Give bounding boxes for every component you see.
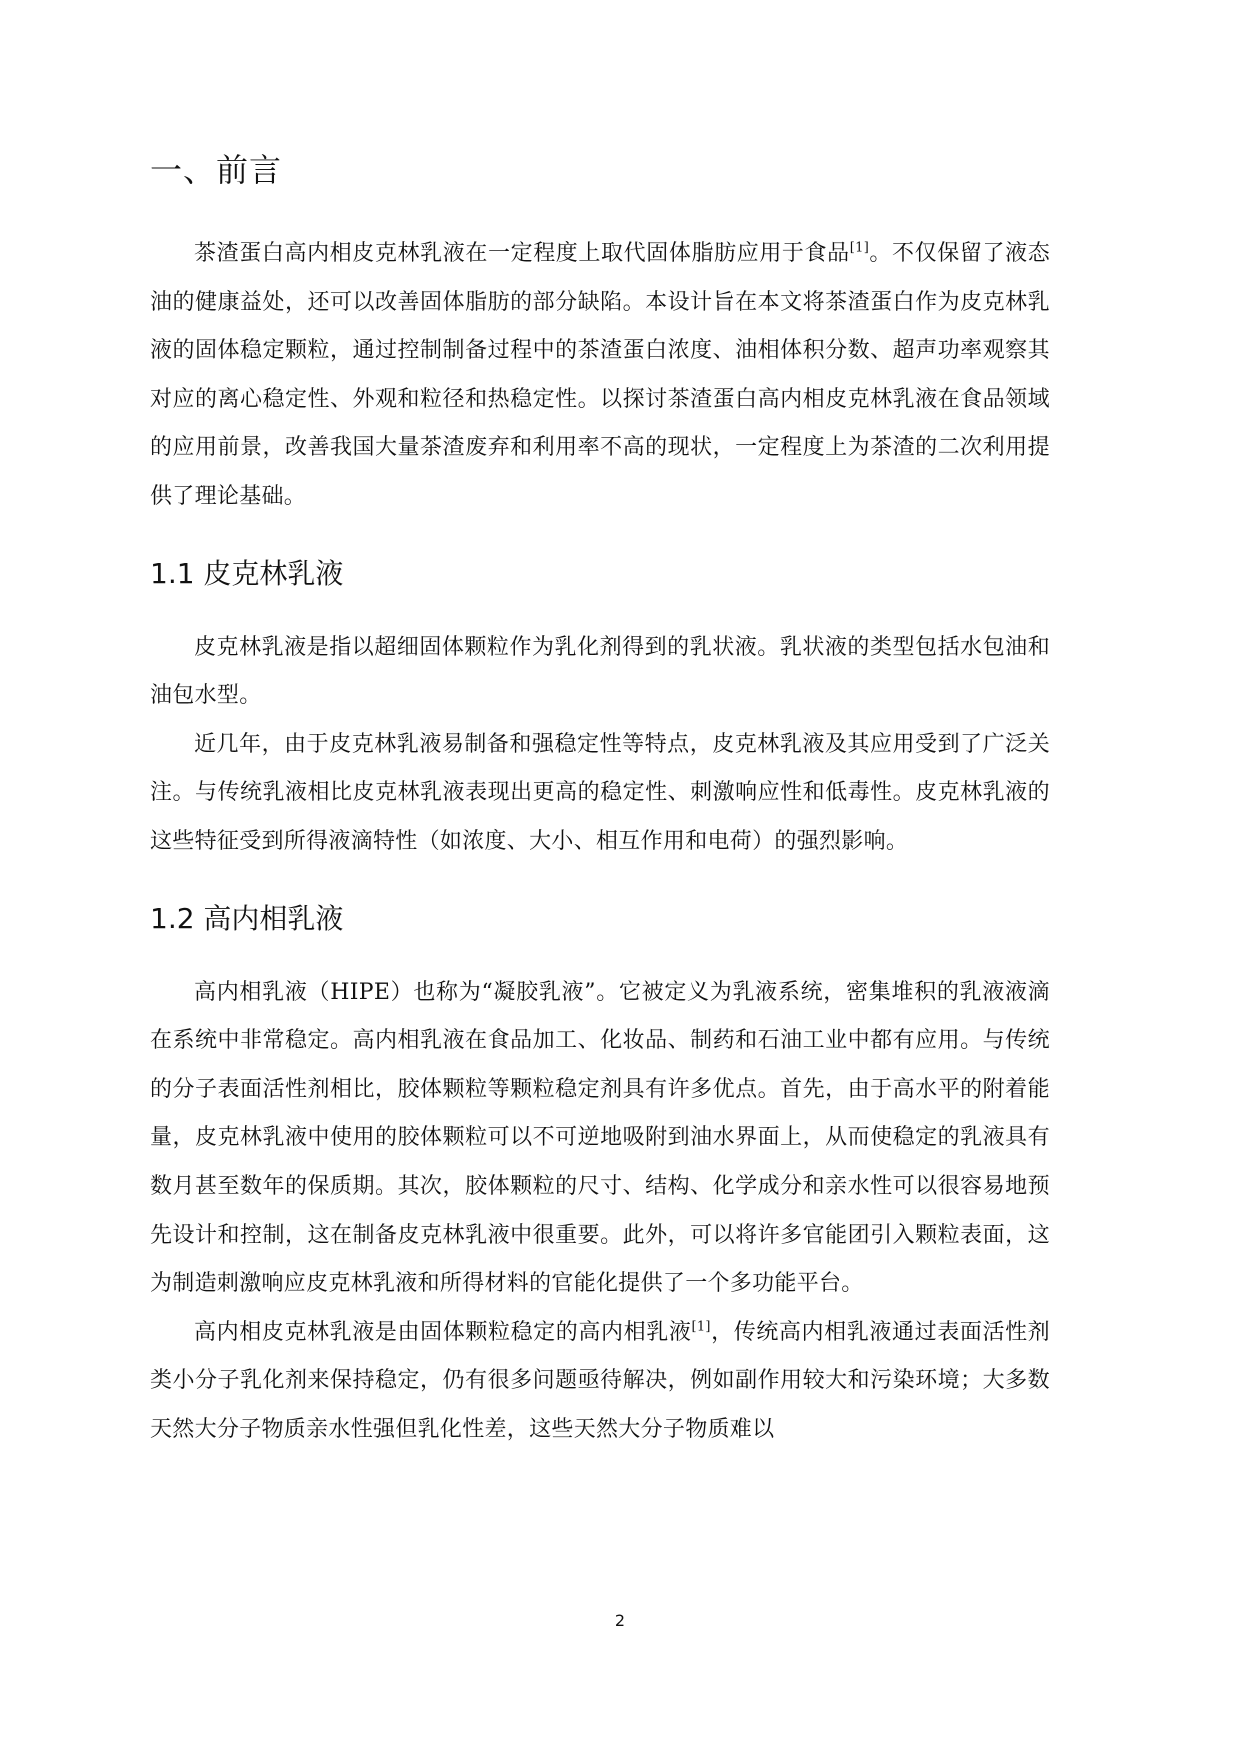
pickering-definition-paragraph: 皮克林乳液是指以超细固体颗粒作为乳化剂得到的乳状液。乳状液的类型包括水包油和油包水型。	[150, 634, 1050, 709]
pickering-properties-paragraph: 近几年，由于皮克林乳液易制备和强稳定性等特点，皮克林乳液及其应用受到了广泛关注。与传统乳液相比皮克林乳液表现出更高的稳定性、刺激响应性和低毒性。皮克林乳液的这些特征受到所得液滴特性（如浓度、大小、相互作用和电荷）的强烈影响。	[150, 731, 1050, 854]
page-content	[150, 150, 1050, 1454]
citation-ref[interactable]: [1]	[849, 240, 870, 256]
intro-paragraph	[150, 230, 1050, 522]
citation-ref[interactable]: [1]	[691, 1319, 711, 1335]
hipe-pickering-paragraph	[150, 1309, 1050, 1455]
hipe-pickering-text: 高内相皮克林乳液是由固体颗粒稳定的高内相乳液	[194, 1319, 692, 1345]
chapter-title: 一、前言	[150, 151, 283, 189]
section-heading-1-1: 1.1 皮克林乳液	[150, 556, 344, 590]
hipe-pickering-text-continued: ，传统高内相乳液通过表面活性剂类小分子乳化剂来保持稳定，仍有很多问题亟待解决，例如副作用较大和污染环境；大多数天然大分子物质亲水性强但乳化性差，这些天然大分子物质难以	[150, 1319, 1050, 1442]
intro-text-continued: 。不仅保留了液态油的健康益处，还可以改善固体脂肪的部分缺陷。本设计旨在本文将茶渣蛋白作为皮克林乳液的固体稳定颗粒，通过控制制备过程中的茶渣蛋白浓度、油相体积分数、超声功率观察其对应的离心稳定性、外观和粒径和热稳定性。以探讨茶渣蛋白高内相皮克林乳液在食品领域的应用前景，改善我国大量茶渣废弃和利用率不高的现状，一定程度上为茶渣的二次利用提供了理论基础。	[150, 241, 1050, 509]
section-heading-1-2: 1.2 高内相乳液	[150, 901, 344, 935]
hipe-definition-paragraph: 高内相乳液（HIPE）也称为“凝胶乳液”。它被定义为乳液系统，密集堆积的乳液液滴在系统中非常稳定。高内相乳液在食品加工、化妆品、制药和石油工业中都有应用。与传统的分子表面活性剂相比，胶体颗粒等颗粒稳定剂具有许多优点。首先，由于高水平的附着能量，皮克林乳液中使用的胶体颗粒可以不可逆地吸附到油水界面上，从而使稳定的乳液具有数月甚至数年的保质期。其次，胶体颗粒的尺寸、结构、化学成分和亲水性可以很容易地预先设计和控制，这在制备皮克林乳液中很重要。此外，可以将许多官能团引入颗粒表面，这为制造刺激响应皮克林乳液和所得材料的官能化提供了一个多功能平台。	[150, 979, 1050, 1297]
page-number: 2	[614, 1611, 626, 1630]
intro-text: 茶渣蛋白高内相皮克林乳液在一定程度上取代固体脂肪应用于食品	[194, 241, 850, 266]
